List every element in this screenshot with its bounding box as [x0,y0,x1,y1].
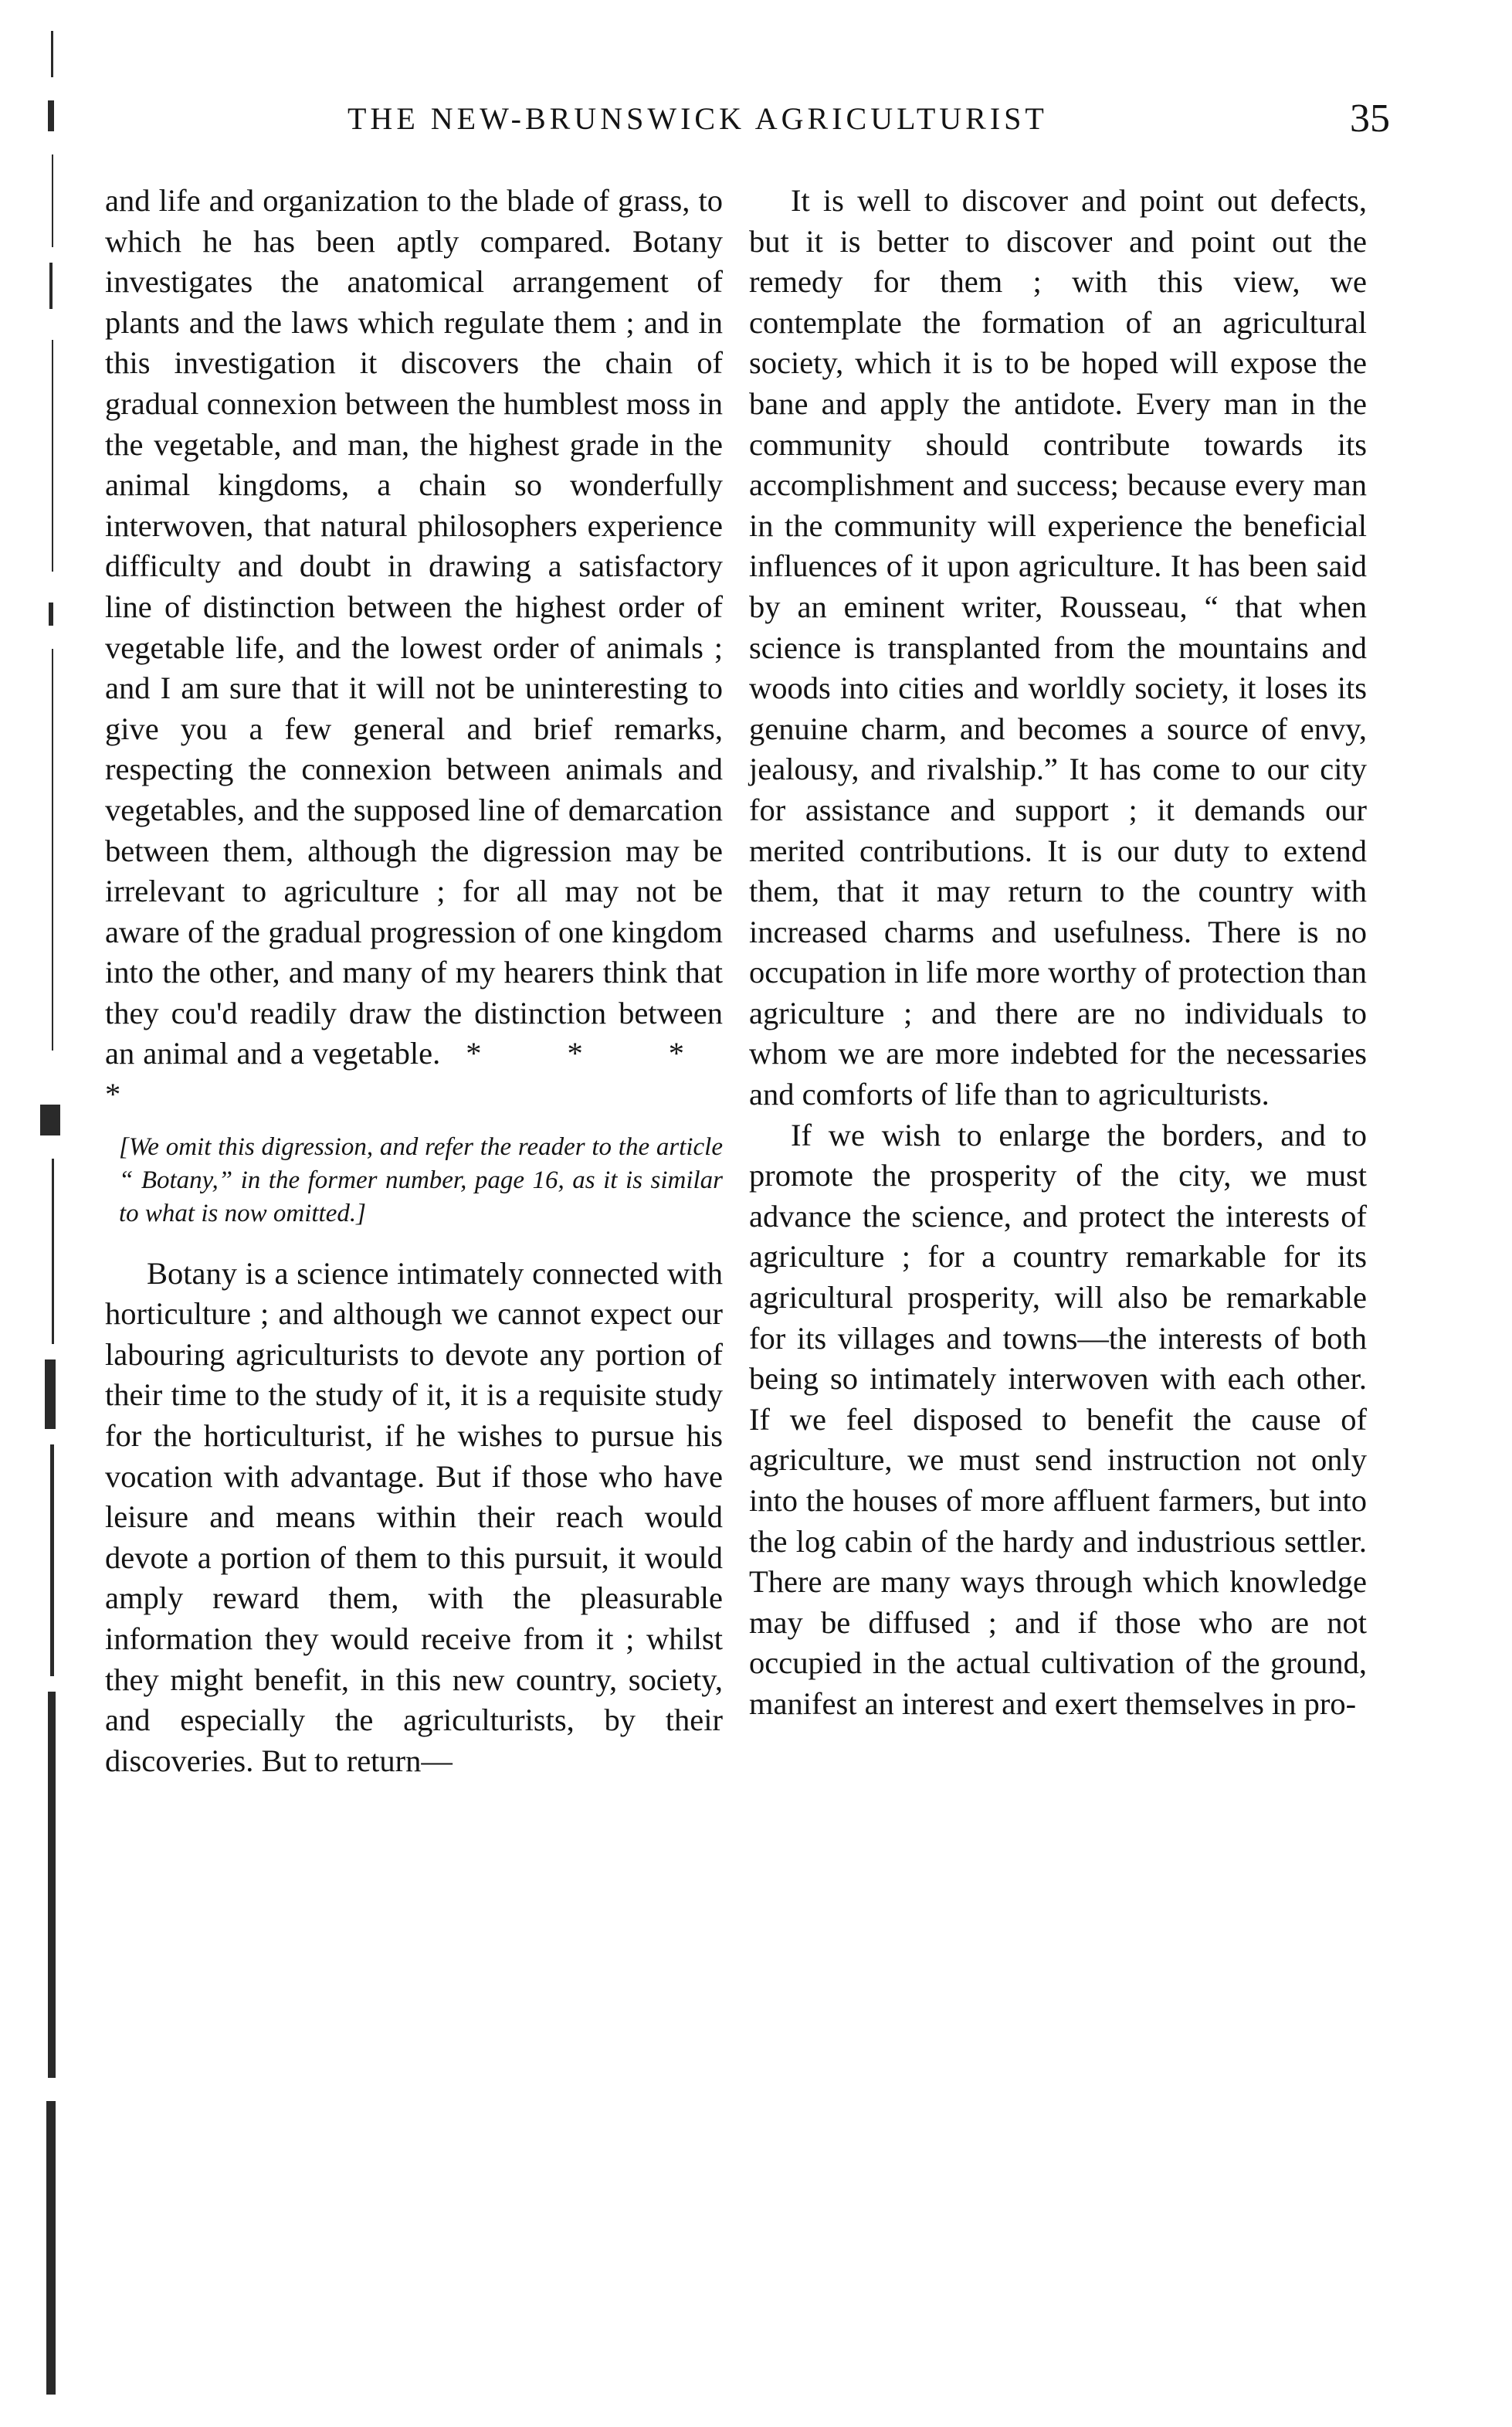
left-paragraph-1-text: and life and organization to the blade of grass, to which he has been aptly compared. Botany investigates the anatomical arrangement of plants and the laws which regulate them ; and in this investigation it discovers the chain of gradual connexion between the humblest moss in the vegetable, and man, the highest grade in the animal kingdoms, a chain so wonderfully interwoven, that natural philosophers experience difficulty and doubt in drawing a satisfactory line of distinction between the highest order of vegetable life, and the lowest order of animals ; and I am sure that it will not be uninteresting to give you a few general and brief remarks, respecting the connexion between animals and vegetables, and the supposed line of demarcation between them, although the digression may be irrelevant to agriculture ; for all may not be aware of the gradual progression of one kingdom into the other, and many of my hearers think that they cou'd readily draw the distinction between an animal and a vegetable. [105,183,723,1071]
right-paragraph-2: If we wish to enlarge the borders, and to promote the prosperity of the city, we must advance the science, and protect the interests of agriculture ; for a country remarkable for its agricultural prosperity, will also be remarkable for its villages and towns—the interests of both being so intimately interwoven with each other. If we feel disposed to benefit the cause of agriculture, we must send instruction not only into the houses of more affluent farmers, but into the log cabin of the hardy and industrious settler. There are many ways through which knowledge may be diffused ; and if those who are not occupied in the actual cultivation of the ground, manifest an interest and exert themselves in pro- [749,1117,1367,1721]
page-header [124,97,1390,147]
left-paragraph-1 [105,181,723,1115]
ellipsis-stars: * * * * [105,1036,724,1112]
right-paragraph-1: It is well to discover and point out defects, but it is better to discover and point out the remedy for them ; with this view, we contemplate the formation of an agricultural society, which it is to be hoped will expose the bane and apply the antidote. Every man in the community should contribute towards its accomplishment and success; because every man in the community will experience the beneficial influences of it upon agriculture. It has been said by an eminent writer, Rousseau, “ that when science is transplanted from the mountains and woods into cities and worldly society, it loses its genuine charm, and becomes a source of envy, jealousy, and rivalship.” It has come to our city for assistance and support ; it demands our merited contributions. It is our duty to extend them, that it may return to the country with increased charms and usefulness. There is no occupation in life more worthy of protection than agriculture ; and there are no individuals to whom we are more indebted for the necessaries and comforts of life than to agriculturists. [749,183,1367,1112]
page-number: 35 [1350,97,1390,141]
left-paragraph-2: Botany is a science intimately connected with horticulture ; and although we cannot expect our labouring agriculturists to devote any portion of their time to the study of it, it is a requisite study for the horticulturist, if he wishes to pursue his vocation with advantage. But if those who have leisure and means within their reach would devote a portion of them to this pursuit, it would amply reward them, with the pleasurable information they would receive from it ; whilst they might benefit, in this new country, society, and especially the agriculturists, by their discoveries. But to return— [105,1255,723,1778]
binding-margin-marks [37,31,68,2395]
right-column [749,181,1367,1725]
running-title: THE NEW-BRUNSWICK AGRICULTURIST [347,101,1048,136]
editor-note: [We omit this digression, and refer the reader to the article “ Botany,” in the former number, page 16, as it is similar to what is now omitted.] [119,1132,723,1227]
left-column [105,181,723,1781]
